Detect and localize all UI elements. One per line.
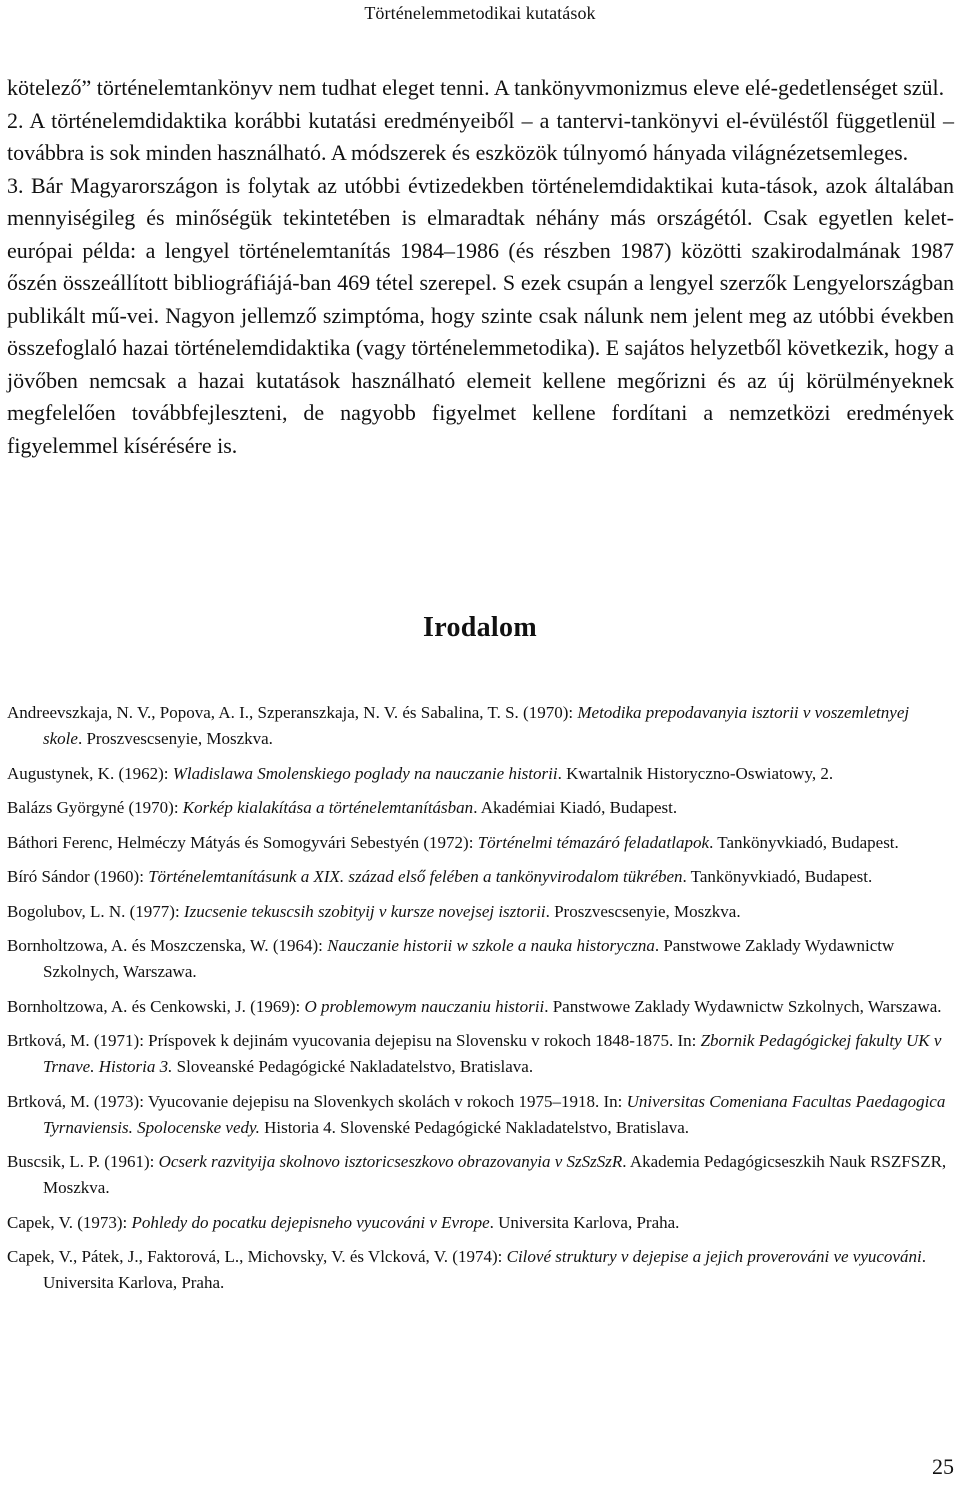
- reference-authors: Andreevszkaja, N. V., Popova, A. I., Szperanszkaja, N. V. és Sabalina, T. S. (1970):: [7, 703, 578, 722]
- reference-item: [7, 795, 947, 821]
- reference-item: [7, 1244, 947, 1296]
- reference-title: Wladislawa Smolenskiego poglady na nauczanie historii: [172, 763, 558, 783]
- reference-publisher: . Proszvescsenyie, Moszkva.: [545, 901, 741, 921]
- page-number: 25: [932, 1454, 954, 1479]
- body-line: kellene megőrizni és az új körülményeknek megfelelően továbbfejleszteni, de nagyobb: [7, 367, 954, 425]
- reference-item: [7, 1149, 947, 1201]
- body-line: túlnyomó hányada világnézetsemleges.: [562, 140, 909, 165]
- section-title: Irodalom: [423, 612, 537, 643]
- body-line: évüléstől függetlenül – továbbra is sok minden használható. A módszerek és eszközök: [7, 107, 954, 165]
- reference-publisher: . Tankönyvkiadó, Budapest.: [682, 867, 873, 886]
- reference-authors: Brtková, M. (1971): Príspovek k dejinám vyucovania dejepisu na Slovensku v rokoch 1848-1875. In:: [7, 1031, 701, 1050]
- reference-item: [7, 1210, 947, 1236]
- reference-title: Universitas Comeniana Facultas Paedagogica Tyrnaviensis. Spolocenske vedy.: [43, 1091, 946, 1137]
- body-line: helyzetből következik, hogy a jövőben nemcsak a hazai kutatások használható elemeit: [7, 335, 954, 393]
- reference-title: Metodika prepodavanyia isztorii v voszemletnyej skole: [43, 703, 910, 748]
- reference-publisher: Historia 4. Slovenské Pedagógické Nakladatelstvo, Bratislava.: [259, 1117, 689, 1137]
- body-line: ban 469 tétel szerepel. S ezek csupán a lengyel szerzők Lengyelországban publikált mű-: [7, 270, 955, 328]
- reference-title: Zbornik Pedagógickej fakulty UK v Trnave. Historia 3.: [43, 1031, 942, 1076]
- reference-item: [7, 700, 947, 752]
- reference-title: Izucsenie tekuscsih szobityij v kursze novejsej isztorii: [183, 901, 546, 921]
- body-paragraph: [7, 72, 954, 105]
- reference-title: Történelemtanításunk a XIX. század első felében a tankönyvirodalom tükrében: [148, 867, 683, 886]
- reference-item: [7, 933, 947, 985]
- reference-authors: Báthori Ferenc, Helméczy Mátyás és Somogyvári Sebestyén (1972):: [7, 832, 478, 852]
- reference-title: Történelmi témazáró feladatlapok: [477, 832, 710, 852]
- reference-title: Pohledy do pocatku dejepisneho vyucováni v Evrope: [131, 1212, 490, 1232]
- reference-title: Cilové struktury v dejepise a jejich proverováni ve vyucováni: [506, 1247, 922, 1266]
- reference-authors: Bornholtzowa, A. és Moszczenska, W. (1964):: [7, 936, 328, 955]
- reference-publisher: . Panstwowe Zaklady Wydawnictw Szkolnych, Warszawa.: [544, 996, 942, 1016]
- body-line: más országétól. Csak egyetlen kelet-európai példa: a lengyel történelemtanítás 1984–: [7, 205, 954, 263]
- reference-item: [7, 864, 947, 890]
- reference-list: [7, 700, 947, 1305]
- body-line: vei. Nagyon jellemző szimptóma, hogy szinte csak nálunk nem jelent meg az utóbbi: [126, 302, 881, 328]
- reference-publisher: . Akademia Pedagógicseszkih Nauk RSZFSZR, Moszkva.: [43, 1152, 947, 1197]
- body-line: 1986 (és részben 1987) közötti szakirodalmának 1987 őszén összeállított bibliográfiájá-: [7, 237, 954, 295]
- reference-item: [7, 1028, 947, 1080]
- reference-authors: Augustynek, K. (1962):: [7, 763, 173, 783]
- reference-item: [7, 761, 947, 787]
- reference-title: O problemowym nauczaniu historii: [304, 996, 545, 1016]
- running-header: Történelemmetodikai kutatások: [364, 3, 596, 23]
- body-line: kötelező” történelemtankönyv nem tudhat eleget tenni. A tankönyvmonizmus eleve elé-: [7, 75, 778, 100]
- reference-publisher: . Universita Karlova, Praha.: [43, 1247, 926, 1292]
- body-line: 3. Bár Magyarországon is folytak az utóbbi évtizedekben történelemdidaktikai kuta-: [7, 172, 767, 198]
- body-line: gedetlenséget szül.: [777, 75, 945, 100]
- reference-authors: Bíró Sándor (1960):: [7, 867, 149, 886]
- reference-item: [7, 1089, 947, 1141]
- reference-authors: Balázs Györgyné (1970):: [7, 798, 183, 817]
- reference-publisher: . Universita Karlova, Praha.: [489, 1212, 680, 1232]
- reference-publisher: . Kwartalnik Historyczno-Oswiatowy, 2.: [557, 763, 834, 783]
- reference-publisher: . Proszvescsenyie, Moszkva.: [77, 729, 273, 748]
- reference-publisher: . Panstwowe Zaklady Wydawnictw Szkolnych, Warszawa.: [43, 936, 895, 981]
- body-paragraph: [7, 105, 954, 170]
- body-paragraph: [7, 170, 954, 463]
- body-text: [7, 72, 954, 462]
- reference-title: Nauczanie historii w szkole a nauka historyczna: [327, 936, 655, 955]
- reference-item: [7, 830, 947, 856]
- reference-publisher: Sloveanské Pedagógické Nakladatelstvo, Bratislava.: [172, 1057, 534, 1076]
- body-line: 2. A történelemdidaktika korábbi kutatási eredményeiből – a tantervi-tankönyvi el-: [7, 107, 750, 133]
- reference-title: Ocserk razvityija skolnovo isztoricseszkovo obrazovanyia v SzSzSzR: [158, 1152, 623, 1171]
- reference-item: [7, 994, 947, 1020]
- reference-authors: Bogolubov, L. N. (1977):: [7, 901, 184, 921]
- reference-publisher: . Tankönyvkiadó, Budapest.: [709, 832, 899, 852]
- body-line: figyelmet kellene fordítani a nemzetközi eredmények figyelemmel kísérésére is.: [7, 400, 954, 458]
- reference-item: [7, 899, 947, 925]
- reference-publisher: . Akadémiai Kiadó, Budapest.: [473, 798, 678, 817]
- body-line: tások, azok általában mennyiségileg és minőségük tekintetében is elmaradtak néhány: [7, 172, 954, 230]
- reference-title: Korkép kialakítása a történelemtanításban: [182, 798, 474, 817]
- reference-authors: Brtková, M. (1973): Vyucovanie dejepisu na Slovenkych skolách v rokoch 1975–1918. In:: [7, 1091, 627, 1111]
- reference-authors: Capek, V. (1973):: [7, 1212, 132, 1232]
- reference-authors: Buscsik, L. P. (1961):: [7, 1152, 159, 1171]
- body-line: években összefoglaló hazai történelemdidaktika (vagy történelemmetodika). E sajátos: [7, 302, 954, 360]
- reference-authors: Capek, V., Pátek, J., Faktorová, L., Michovsky, V. és Vlcková, V. (1974):: [7, 1247, 507, 1266]
- reference-authors: Bornholtzowa, A. és Cenkowski, J. (1969):: [7, 996, 305, 1016]
